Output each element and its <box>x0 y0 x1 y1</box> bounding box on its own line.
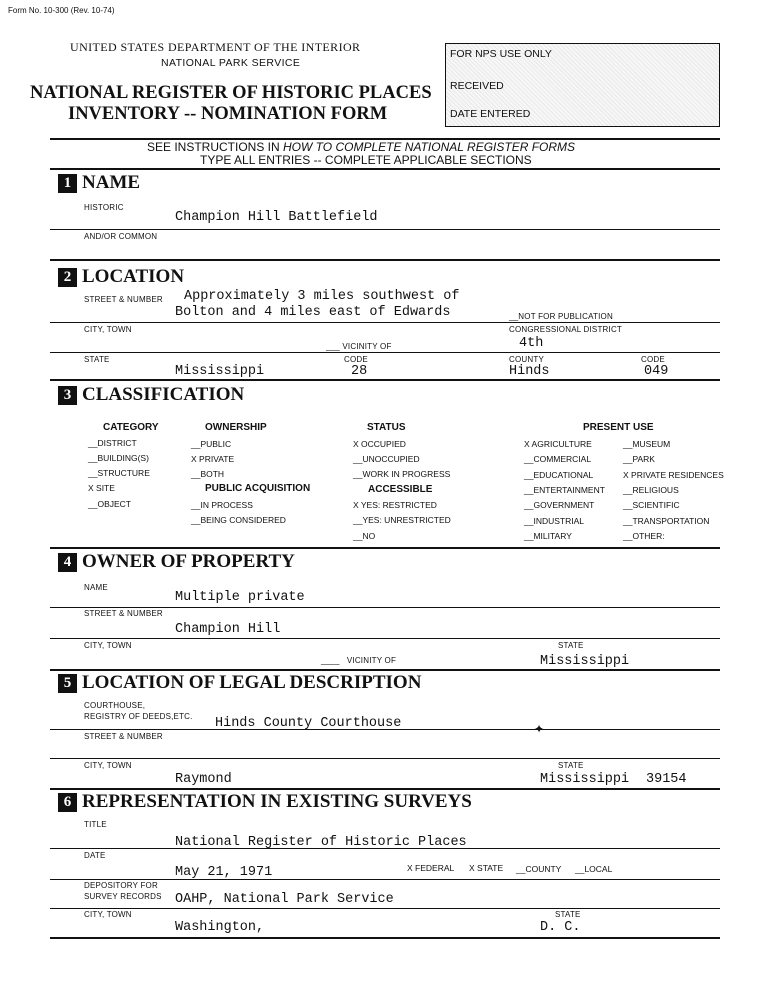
form-title-line1: NATIONAL REGISTER OF HISTORIC PLACES <box>30 83 432 103</box>
state-code-value: 28 <box>351 364 368 379</box>
date-entered-label: DATE ENTERED <box>450 108 531 120</box>
section-4-number: 4 <box>58 553 77 572</box>
owner-name-label: NAME <box>84 583 108 592</box>
received-label: RECEIVED <box>450 80 504 92</box>
legal-city-value: Raymond <box>175 772 232 787</box>
use-transportation: __TRANSPORTATION <box>623 516 710 526</box>
vicinity-of-text: VICINITY OF <box>342 342 392 351</box>
depository-city-label: CITY, TOWN <box>84 910 132 919</box>
county-code-label: CODE <box>641 355 665 364</box>
section-2-number: 2 <box>58 268 77 287</box>
use-park: __PARK <box>623 454 655 464</box>
owner-state-value: Mississippi <box>540 654 630 669</box>
accessible-header: ACCESSIBLE <box>368 484 433 495</box>
vicinity-of-label: ___ VICINITY OF <box>326 342 392 351</box>
public-acquisition-header: PUBLIC ACQUISITION <box>205 483 311 494</box>
accessible-restricted: X YES: RESTRICTED <box>353 500 437 510</box>
section-6-title: REPRESENTATION IN EXISTING SURVEYS <box>82 791 472 812</box>
depository-value: OAHP, National Park Service <box>175 892 394 907</box>
ownership-public: __PUBLIC <box>191 439 232 449</box>
survey-date-label: DATE <box>84 851 106 860</box>
county-code-value: 049 <box>644 364 669 379</box>
category-buildings: __BUILDING(S) <box>88 453 149 463</box>
not-for-publication-label: __NOT FOR PUBLICATION <box>509 312 613 321</box>
section-3-title: CLASSIFICATION <box>82 384 245 405</box>
courthouse-label: COURTHOUSE, <box>84 701 146 710</box>
depository-state-label: STATE <box>555 910 581 919</box>
use-agriculture: X AGRICULTURE <box>524 439 592 449</box>
depository-label-line1: DEPOSITORY FOR <box>84 881 158 890</box>
common-name-label: AND/OR COMMON <box>84 232 158 241</box>
owner-state-label: STATE <box>558 641 584 650</box>
owner-vicinity-label: ____ VICINITY OF <box>321 656 397 665</box>
section-5-number: 5 <box>58 674 77 693</box>
ownership-both: __BOTH <box>191 469 225 479</box>
county-label: COUNTY <box>509 355 544 364</box>
nps-use-only-label: FOR NPS USE ONLY <box>450 48 552 60</box>
section-6-number: 6 <box>58 793 77 812</box>
instructions-line1 <box>147 140 575 154</box>
use-commercial: __COMMERCIAL <box>524 454 592 464</box>
legal-state-value: Mississippi <box>540 772 630 787</box>
use-religious: __RELIGIOUS <box>623 485 679 495</box>
service-name: NATIONAL PARK SERVICE <box>161 57 301 69</box>
street-line1-value: Approximately 3 miles southwest of <box>184 289 460 304</box>
survey-date-value: May 21, 1971 <box>175 865 273 880</box>
survey-title-value: National Register of Historic Places <box>175 835 467 850</box>
survey-federal-check: X FEDERAL <box>407 863 455 873</box>
instructions-prefix: SEE INSTRUCTIONS IN <box>147 140 284 154</box>
use-entertainment: __ENTERTAINMENT <box>524 485 605 495</box>
present-use-header: PRESENT USE <box>583 422 654 433</box>
use-educational: __EDUCATIONAL <box>524 470 594 480</box>
owner-street-label: STREET & NUMBER <box>84 609 163 618</box>
use-other: __OTHER: <box>623 531 665 541</box>
street-number-label: STREET & NUMBER <box>84 295 163 304</box>
status-header: STATUS <box>367 422 406 433</box>
state-code-label: CODE <box>344 355 368 364</box>
city-town-label: CITY, TOWN <box>84 325 132 334</box>
courthouse-value: Hinds County Courthouse <box>215 716 402 731</box>
instructions-title: HOW TO COMPLETE NATIONAL REGISTER FORMS <box>283 140 576 154</box>
historic-name-value: Champion Hill Battlefield <box>175 210 378 225</box>
survey-county-check: __COUNTY <box>516 864 562 874</box>
category-structure: __STRUCTURE <box>88 468 150 478</box>
accessible-no: __NO <box>353 531 376 541</box>
form-title-line2: INVENTORY -- NOMINATION FORM <box>68 104 388 124</box>
state-value: Mississippi <box>175 364 265 379</box>
use-scientific: __SCIENTIFIC <box>623 500 680 510</box>
accessible-unrestricted: __YES: UNRESTRICTED <box>353 515 451 525</box>
status-unoccupied: __UNOCCUPIED <box>353 454 420 464</box>
legal-city-label: CITY, TOWN <box>84 761 132 770</box>
owner-city-label: CITY, TOWN <box>84 641 132 650</box>
street-line2-value: Bolton and 4 miles east of Edwards <box>175 305 451 320</box>
county-value: Hinds <box>509 364 550 379</box>
status-occupied: X OCCUPIED <box>353 439 406 449</box>
use-industrial: __INDUSTRIAL <box>524 516 584 526</box>
section-1-number: 1 <box>58 174 77 193</box>
depository-label-line2: SURVEY RECORDS <box>84 892 162 901</box>
depository-city-value: Washington, <box>175 920 265 935</box>
department-name: UNITED STATES DEPARTMENT OF THE INTERIOR <box>70 40 361 54</box>
category-object: __OBJECT <box>88 499 131 509</box>
registry-label: REGISTRY OF DEEDS,ETC. <box>84 712 193 721</box>
section-5-title: LOCATION OF LEGAL DESCRIPTION <box>82 672 422 693</box>
congressional-district-label: CONGRESSIONAL DISTRICT <box>509 325 623 334</box>
survey-state-check: X STATE <box>469 863 504 873</box>
historic-label: HISTORIC <box>84 203 124 212</box>
star-mark-icon: ✦ <box>534 722 545 736</box>
acquisition-being-considered: __BEING CONSIDERED <box>191 515 286 525</box>
ownership-header: OWNERSHIP <box>205 422 267 433</box>
category-header: CATEGORY <box>103 422 159 433</box>
acquisition-in-process: __IN PROCESS <box>191 500 253 510</box>
legal-state-label: STATE <box>558 761 584 770</box>
survey-local-check: __LOCAL <box>575 864 613 874</box>
use-private-residences: X PRIVATE RESIDENCES <box>623 470 724 480</box>
congressional-district-value: 4th <box>519 336 544 351</box>
nps-use-only-box <box>445 43 720 127</box>
section-2-title: LOCATION <box>82 266 185 287</box>
instructions-line2: TYPE ALL ENTRIES -- COMPLETE APPLICABLE SECTIONS <box>200 153 532 167</box>
owner-vicinity-text: VICINITY OF <box>346 656 397 665</box>
status-work-in-progress: __WORK IN PROGRESS <box>353 469 451 479</box>
form-number: Form No. 10-300 (Rev. 10-74) <box>8 6 115 15</box>
ownership-private: X PRIVATE <box>191 454 235 464</box>
state-label: STATE <box>84 355 110 364</box>
depository-state-value: D. C. <box>540 920 581 935</box>
section-1-title: NAME <box>82 172 141 193</box>
category-district: __DISTRICT <box>88 438 137 448</box>
owner-name-value: Multiple private <box>175 590 305 605</box>
use-government: __GOVERNMENT <box>524 500 595 510</box>
use-military: __MILITARY <box>524 531 572 541</box>
legal-street-label: STREET & NUMBER <box>84 732 163 741</box>
section-3-number: 3 <box>58 386 77 405</box>
use-museum: __MUSEUM <box>623 439 671 449</box>
category-site: X SITE <box>88 483 115 493</box>
section-4-title: OWNER OF PROPERTY <box>82 551 295 572</box>
legal-zip-value: 39154 <box>646 772 687 787</box>
owner-street-value: Champion Hill <box>175 622 281 637</box>
survey-title-label: TITLE <box>84 820 107 829</box>
